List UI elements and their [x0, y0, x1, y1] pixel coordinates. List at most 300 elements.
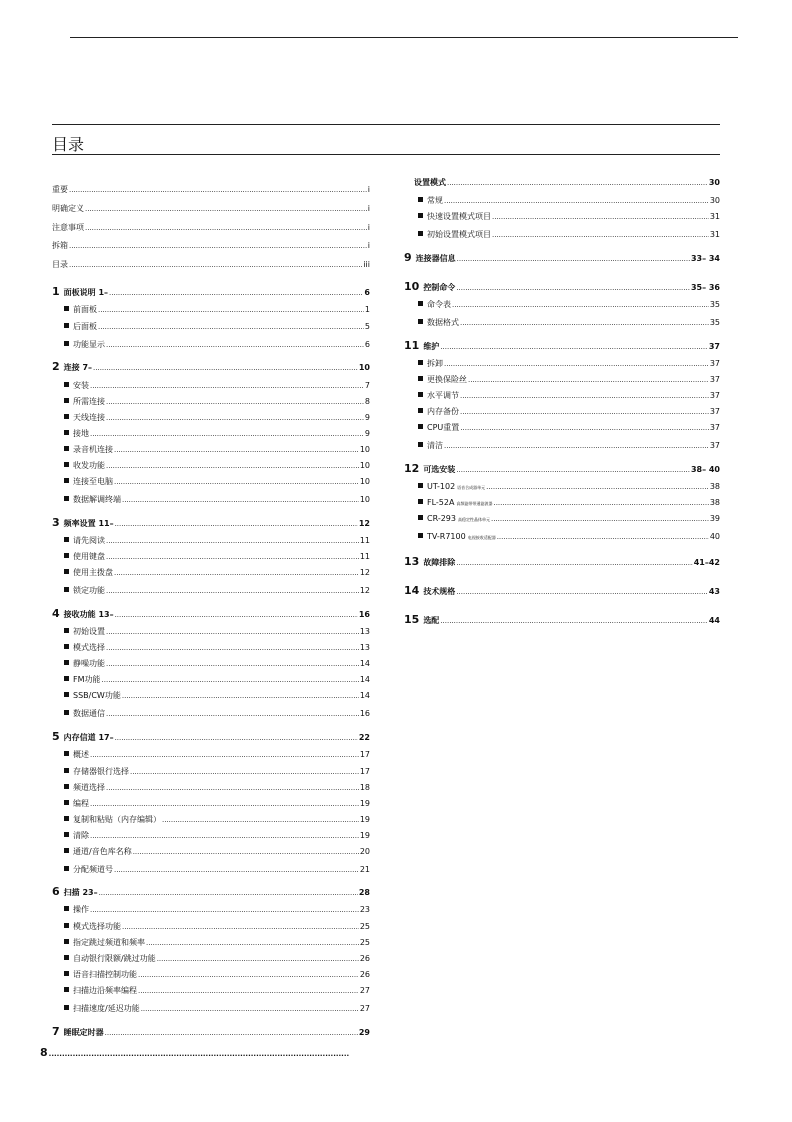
toc-entry-title — [52, 223, 84, 233]
dot-leader — [90, 905, 359, 915]
toc-entry-title — [64, 413, 105, 423]
toc-entry-text: 请先阅读 — [73, 536, 105, 545]
toc-entry-title — [418, 196, 443, 206]
dot-leader — [106, 461, 359, 471]
toc-page-number: 8 — [364, 397, 370, 406]
dot-leader — [106, 536, 359, 546]
toc-entry[interactable] — [64, 986, 370, 996]
toc-entry[interactable] — [52, 241, 370, 251]
dot-leader — [106, 586, 359, 596]
toc-entry-title — [64, 627, 105, 637]
toc-entry[interactable] — [64, 340, 370, 350]
dot-leader — [69, 185, 367, 195]
dot-leader — [138, 970, 359, 980]
square-bullet-icon — [64, 462, 69, 467]
toc-entry-text: 明确定义 — [52, 204, 84, 213]
toc-entry-text: CPU重置 — [427, 423, 460, 432]
dot-leader — [444, 359, 709, 369]
square-bullet-icon — [64, 382, 69, 387]
toc-entry[interactable] — [404, 341, 720, 351]
section-number: 5 — [52, 730, 60, 743]
toc-page-number: 16 — [359, 709, 370, 718]
toc-page-number: 21 — [359, 865, 370, 874]
dot-leader — [49, 1049, 349, 1059]
toc-entry-title — [418, 498, 492, 509]
dot-leader — [444, 441, 709, 451]
square-bullet-icon — [418, 442, 423, 447]
toc-entry-title — [52, 287, 108, 298]
toc-page-number: 12 — [359, 586, 370, 595]
square-bullet-icon — [64, 628, 69, 633]
section-number: 6 — [52, 885, 60, 898]
square-bullet-icon — [418, 319, 423, 324]
toc-entry-title — [64, 586, 105, 596]
toc-entry-text: 模式选择 — [73, 643, 105, 652]
toc-entry-title — [64, 445, 113, 455]
toc-entry-title — [52, 204, 84, 214]
toc-entry-text: 数据解调终端 — [73, 495, 121, 504]
toc-entry-title — [64, 847, 132, 857]
dot-leader — [492, 230, 709, 240]
toc-entry-title — [64, 954, 156, 964]
toc-entry[interactable] — [64, 831, 370, 841]
square-bullet-icon — [418, 392, 423, 397]
dot-leader — [106, 397, 364, 407]
dot-leader — [69, 241, 367, 251]
toc-entry-text: 存储器银行选择 — [73, 767, 129, 776]
toc-page-number: 37 — [709, 375, 720, 384]
toc-entry[interactable] — [64, 675, 370, 685]
toc-entry-text: 使用主拨盘 — [73, 568, 113, 577]
toc-entry[interactable] — [64, 445, 370, 455]
toc-entry[interactable] — [64, 429, 370, 439]
toc-entry-title — [52, 260, 68, 270]
square-bullet-icon — [64, 537, 69, 542]
toc-page-number: 17 — [359, 767, 370, 776]
dot-leader — [122, 495, 359, 505]
square-bullet-icon — [64, 848, 69, 853]
toc-page-number: 6 — [364, 288, 370, 297]
toc-entry-title — [418, 230, 491, 240]
dot-leader — [492, 212, 709, 222]
toc-entry[interactable] — [64, 905, 370, 915]
section-number: 11 — [404, 339, 420, 352]
toc-entry[interactable] — [418, 196, 720, 206]
toc-page-number: i — [367, 241, 370, 250]
toc-page-number: 12 — [358, 519, 370, 528]
square-bullet-icon — [418, 376, 423, 381]
toc-entry[interactable] — [64, 552, 370, 562]
section-number: 10 — [404, 280, 420, 293]
header-rule-bottom — [52, 154, 720, 155]
square-bullet-icon — [418, 213, 423, 218]
section-number: 3 — [52, 516, 60, 529]
square-bullet-icon — [418, 533, 423, 538]
toc-entry-text: 模式选择功能 — [73, 922, 121, 931]
square-bullet-icon — [418, 231, 423, 236]
toc-entry[interactable] — [64, 922, 370, 932]
toc-entry-text: 水平调节 — [427, 391, 459, 400]
toc-entry[interactable] — [52, 518, 370, 528]
dot-leader — [486, 482, 709, 492]
toc-entry-title — [64, 643, 105, 653]
toc-entry[interactable] — [404, 615, 720, 625]
toc-entry-bottom[interactable] — [40, 1048, 350, 1058]
dot-leader — [130, 767, 359, 777]
toc-entry[interactable] — [64, 536, 370, 546]
dot-leader — [457, 254, 690, 264]
toc-entry-text: 扫描速度/延迟功能 — [73, 1004, 140, 1013]
toc-entry-text: 静噪功能 — [73, 659, 105, 668]
toc-entry-text: 扫描 23– — [63, 888, 98, 897]
toc-page-number: 38 — [709, 498, 720, 507]
toc-entry-title — [52, 732, 114, 743]
toc-page-number: i — [367, 185, 370, 194]
toc-entry[interactable] — [418, 423, 720, 433]
toc-page-number: 35 — [709, 318, 720, 327]
dot-leader — [105, 1028, 358, 1038]
dot-leader — [460, 318, 709, 328]
toc-page-number: 1 — [364, 305, 370, 314]
toc-page-number: 31 — [709, 212, 720, 221]
toc-entry[interactable] — [64, 568, 370, 578]
toc-page-number: 25 — [359, 938, 370, 947]
dot-leader — [456, 587, 708, 597]
toc-entry-text: 拆卸 — [427, 359, 443, 368]
toc-entry[interactable] — [64, 815, 370, 825]
square-bullet-icon — [418, 424, 423, 429]
toc-entry[interactable] — [64, 847, 370, 857]
dot-leader — [115, 610, 358, 620]
toc-entry[interactable] — [404, 586, 720, 596]
toc-entry[interactable] — [52, 1027, 370, 1037]
toc-entry-text: 功能显示 — [73, 340, 105, 349]
square-bullet-icon — [64, 866, 69, 871]
dot-leader — [157, 954, 359, 964]
toc-entry-title — [404, 282, 455, 293]
dot-leader — [69, 260, 362, 270]
square-bullet-icon — [64, 644, 69, 649]
toc-entry-title — [52, 1027, 104, 1038]
toc-entry-text: 前面板 — [73, 305, 97, 314]
toc-entry[interactable] — [418, 318, 720, 328]
toc-entry-text: 目录 — [52, 260, 68, 269]
dot-leader — [162, 815, 359, 825]
toc-entry-title — [52, 362, 92, 373]
dot-leader — [493, 498, 708, 508]
square-bullet-icon — [64, 751, 69, 756]
toc-entry[interactable] — [64, 627, 370, 637]
dot-leader — [114, 568, 359, 578]
toc-entry-text: 初始设置 — [73, 627, 105, 636]
toc-entry-text: 接收功能 13– — [63, 610, 114, 619]
toc-entry-title — [64, 495, 121, 505]
toc-entry-text: 技术规格 — [423, 587, 456, 596]
square-bullet-icon — [64, 692, 69, 697]
toc-entry[interactable] — [418, 407, 720, 417]
toc-entry-text: 复制和粘贴（内存编辑） — [73, 815, 161, 824]
toc-entry[interactable] — [64, 495, 370, 505]
dot-leader — [114, 477, 359, 487]
toc-page-number: 17 — [359, 750, 370, 759]
toc-page-number: 10 — [359, 477, 370, 486]
toc-entry-text: 分配频道号 — [73, 865, 113, 874]
toc-entry[interactable] — [64, 799, 370, 809]
square-bullet-icon — [64, 587, 69, 592]
toc-entry[interactable] — [418, 375, 720, 385]
toc-entry-text: 收发功能 — [73, 461, 105, 470]
toc-page-number: 14 — [359, 659, 370, 668]
toc-entry[interactable] — [64, 865, 370, 875]
toc-entry-title — [64, 461, 105, 471]
toc-entry-title — [64, 922, 121, 932]
toc-page-number: 10 — [358, 363, 370, 372]
toc-entry[interactable] — [64, 767, 370, 777]
dot-leader — [456, 558, 692, 568]
dot-leader — [98, 305, 364, 315]
toc-entry[interactable] — [418, 391, 720, 401]
toc-page-number: i — [367, 204, 370, 213]
toc-page-number: 41–42 — [693, 558, 720, 567]
dot-leader — [106, 643, 359, 653]
square-bullet-icon — [64, 398, 69, 403]
toc-entry[interactable] — [404, 464, 720, 474]
toc-entry[interactable] — [418, 230, 720, 240]
square-bullet-icon — [64, 1005, 69, 1010]
page-title: 目录 — [52, 135, 85, 154]
toc-entry-title — [64, 938, 145, 948]
toc-entry[interactable] — [64, 477, 370, 487]
dot-leader — [85, 204, 367, 214]
square-bullet-icon — [64, 306, 69, 311]
toc-entry-subtitle: 高频滤带带通滤波器 — [456, 501, 493, 506]
toc-page-number: 19 — [359, 831, 370, 840]
toc-entry[interactable] — [52, 287, 370, 297]
toc-page-number: 11 — [359, 536, 370, 545]
toc-entry-title — [64, 397, 105, 407]
toc-entry-title — [404, 615, 439, 626]
toc-entry-title — [64, 970, 137, 980]
square-bullet-icon — [64, 553, 69, 558]
dot-leader — [122, 691, 359, 701]
toc-entry-text: CR-293 — [427, 514, 456, 523]
dot-leader — [138, 986, 359, 996]
toc-entry-text: 清洁 — [427, 441, 443, 450]
toc-entry[interactable] — [418, 532, 720, 542]
toc-entry-text: 连接 7– — [63, 363, 93, 372]
toc-entry-title — [64, 986, 137, 996]
toc-entry-text: 常规 — [427, 196, 443, 205]
toc-page-number: 12 — [359, 568, 370, 577]
square-bullet-icon — [418, 483, 423, 488]
toc-entry[interactable] — [64, 783, 370, 793]
toc-page-number: 44 — [708, 616, 720, 625]
toc-entry-text: 面板说明 1– — [63, 288, 109, 297]
dot-leader — [447, 178, 708, 188]
square-bullet-icon — [64, 832, 69, 837]
toc-entry-title — [64, 381, 89, 391]
toc-entry-text: FM功能 — [73, 675, 101, 684]
toc-entry[interactable] — [52, 887, 370, 897]
toc-entry[interactable] — [64, 691, 370, 701]
dot-leader — [456, 465, 690, 475]
toc-page-number: 35– 36 — [690, 283, 720, 292]
toc-entry[interactable] — [64, 970, 370, 980]
toc-entry[interactable] — [52, 223, 370, 233]
section-number: 13 — [404, 555, 420, 568]
toc-page-number: 18 — [359, 783, 370, 792]
toc-entry-title — [64, 429, 89, 439]
square-bullet-icon — [64, 446, 69, 451]
toc-entry[interactable] — [52, 732, 370, 742]
toc-entry[interactable] — [418, 498, 720, 508]
dot-leader — [98, 322, 364, 332]
toc-entry[interactable] — [64, 586, 370, 596]
toc-entry-text: 安装 — [73, 381, 89, 390]
square-bullet-icon — [64, 955, 69, 960]
square-bullet-icon — [64, 430, 69, 435]
dot-leader — [114, 865, 359, 875]
toc-entry-text: SSB/CW功能 — [73, 691, 121, 700]
dot-leader — [114, 445, 359, 455]
toc-entry-text: 编程 — [73, 799, 89, 808]
toc-entry[interactable] — [64, 322, 370, 332]
toc-entry-title — [418, 318, 459, 328]
toc-entry-text: FL-52A — [427, 498, 455, 507]
toc-entry[interactable] — [404, 282, 720, 292]
dot-leader — [90, 381, 364, 391]
toc-page-number: 9 — [364, 413, 370, 422]
toc-entry[interactable] — [52, 362, 370, 372]
toc-page-number: 27 — [359, 986, 370, 995]
dot-leader — [90, 831, 359, 841]
section-number: 8 — [40, 1046, 48, 1059]
toc-entry-title — [64, 799, 89, 809]
toc-page-number: 30 — [709, 196, 720, 205]
toc-entry[interactable] — [52, 204, 370, 214]
toc-page-number: 26 — [359, 970, 370, 979]
toc-entry-text: 数据格式 — [427, 318, 459, 327]
toc-page-number: i — [367, 223, 370, 232]
toc-page-number: 23 — [359, 905, 370, 914]
toc-entry[interactable] — [64, 305, 370, 315]
toc-entry[interactable] — [64, 1004, 370, 1014]
toc-entry-title — [418, 391, 459, 401]
section-number: 7 — [52, 1025, 60, 1038]
toc-page-number: 37 — [708, 342, 720, 351]
toc-entry[interactable] — [418, 441, 720, 451]
toc-entry-title — [418, 212, 491, 222]
toc-entry-title — [404, 253, 456, 264]
toc-entry[interactable] — [64, 461, 370, 471]
toc-entry-text: 命令表 — [427, 300, 451, 309]
toc-entry-text: 锁定功能 — [73, 586, 105, 595]
toc-entry-title — [64, 340, 105, 350]
toc-entry-text: 重要 — [52, 185, 68, 194]
toc-entry-text: 初始设置模式项目 — [427, 230, 491, 239]
toc-left-bottom-line — [40, 1048, 350, 1058]
toc-entry-text: 指定跳过频道和频率 — [73, 938, 145, 947]
square-bullet-icon — [418, 515, 423, 520]
toc-entry[interactable] — [52, 609, 370, 619]
toc-entry-title — [418, 441, 443, 451]
toc-page-number: 6 — [364, 340, 370, 349]
toc-entry[interactable] — [64, 413, 370, 423]
toc-entry[interactable] — [64, 643, 370, 653]
toc-page-number: 30 — [708, 178, 720, 187]
toc-page-number: 38– 40 — [690, 465, 720, 474]
toc-entry-text: 拆箱 — [52, 241, 68, 250]
toc-entry-text: TV-R7100 — [427, 532, 466, 541]
dot-leader — [106, 627, 359, 637]
toc-entry[interactable] — [64, 709, 370, 719]
toc-entry-text: 可选安装 — [423, 465, 456, 474]
toc-entry[interactable] — [418, 212, 720, 222]
toc-entry-text: 天线连接 — [73, 413, 105, 422]
toc-entry[interactable] — [418, 359, 720, 369]
toc-page-number: 40 — [709, 532, 720, 541]
toc-entry[interactable] — [64, 938, 370, 948]
toc-entry-text: 所需连接 — [73, 397, 105, 406]
toc-entry-text: 控制命令 — [423, 283, 456, 292]
toc-entry[interactable] — [404, 253, 720, 263]
toc-entry-text: 连接至电脑 — [73, 477, 113, 486]
square-bullet-icon — [418, 408, 423, 413]
dot-leader — [460, 391, 709, 401]
section-number: 2 — [52, 360, 60, 373]
square-bullet-icon — [64, 800, 69, 805]
toc-page-number: 38 — [709, 482, 720, 491]
dot-leader — [491, 514, 709, 524]
toc-entry-title — [418, 423, 459, 433]
dot-leader — [106, 340, 364, 350]
toc-entry-title — [64, 783, 105, 793]
toc-entry-text: 操作 — [73, 905, 89, 914]
toc-page-number: 28 — [358, 888, 370, 897]
toc-entry[interactable] — [418, 482, 720, 492]
toc-entry[interactable] — [418, 300, 720, 310]
square-bullet-icon — [64, 987, 69, 992]
toc-page-number: 14 — [359, 691, 370, 700]
toc-entry-title — [418, 482, 485, 493]
section-number: 12 — [404, 462, 420, 475]
toc-entry[interactable] — [64, 750, 370, 760]
toc-entry[interactable] — [414, 178, 720, 188]
toc-entry-title — [64, 691, 121, 701]
toc-entry-text: 后面板 — [73, 322, 97, 331]
square-bullet-icon — [64, 414, 69, 419]
toc-entry[interactable] — [64, 397, 370, 407]
dot-leader — [497, 532, 709, 542]
toc-entry-title — [52, 185, 68, 195]
toc-entry-text: 概述 — [73, 750, 89, 759]
dot-leader — [141, 1004, 359, 1014]
toc-entry[interactable] — [64, 659, 370, 669]
toc-entry[interactable] — [404, 557, 720, 567]
toc-entry[interactable] — [52, 185, 370, 195]
toc-page-number: 25 — [359, 922, 370, 931]
dot-leader — [133, 847, 359, 857]
square-bullet-icon — [64, 923, 69, 928]
toc-entry[interactable] — [418, 514, 720, 524]
toc-entry[interactable] — [64, 381, 370, 391]
toc-entry[interactable] — [64, 954, 370, 964]
toc-entry-title — [64, 675, 101, 685]
toc-page-number: 43 — [708, 587, 720, 596]
toc-entry[interactable] — [52, 260, 370, 270]
toc-entry-text: 频道选择 — [73, 783, 105, 792]
toc-entry-title — [64, 477, 113, 487]
